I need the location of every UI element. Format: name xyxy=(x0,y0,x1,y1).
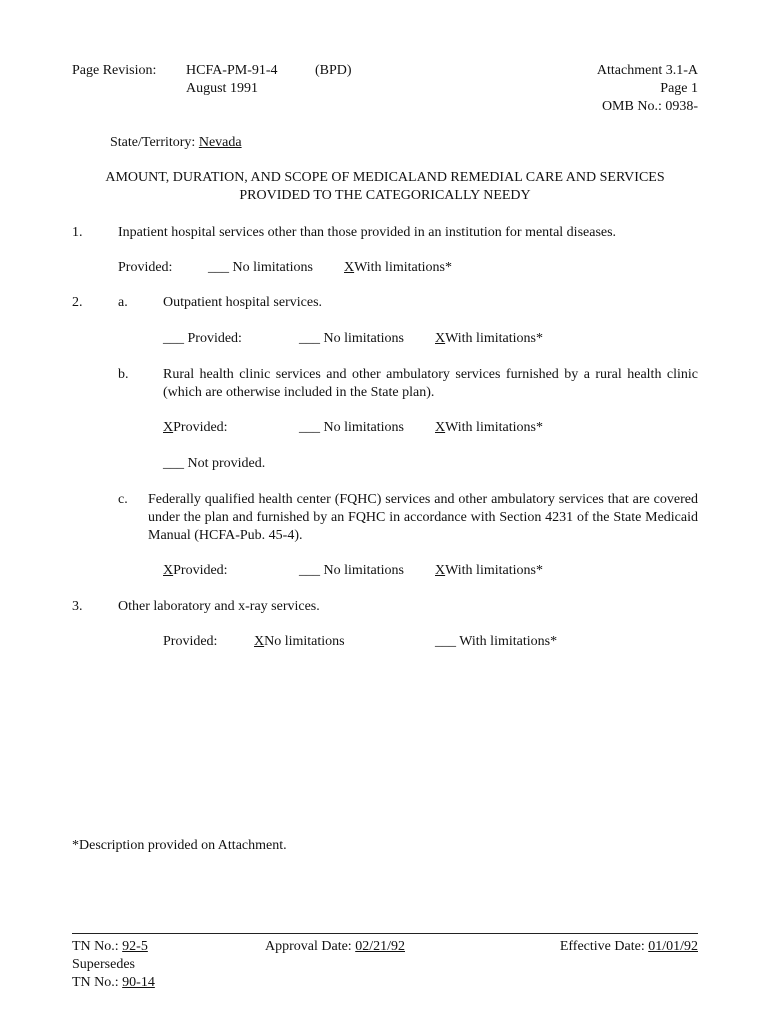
tn-value: 90-14 xyxy=(122,975,155,990)
item-3-number: 3. xyxy=(72,599,83,614)
tn-label: TN No.: xyxy=(72,975,119,990)
item-1-text: Inpatient hospital services other than those provided in an institution for mental diseases. xyxy=(118,225,617,240)
footer-supersedes: Supersedes xyxy=(72,957,135,972)
item-1-provided-label: Provided: xyxy=(118,260,173,275)
option-label: Provided: xyxy=(173,420,228,435)
item-2a-provided xyxy=(163,330,242,348)
effective-label: Effective Date: xyxy=(559,939,645,954)
option-label: Provided: xyxy=(173,563,228,578)
item-2a-no-limitations xyxy=(299,330,404,348)
checkbox-mark: ___ xyxy=(299,563,320,578)
attachment-number: Attachment 3.1-A xyxy=(596,63,698,78)
item-1-no-limitations xyxy=(208,259,313,277)
footer-divider xyxy=(72,933,698,934)
effective-value: 01/01/92 xyxy=(648,939,698,954)
item-2b-no-limitations xyxy=(299,419,404,437)
checkbox-mark: ___ xyxy=(435,634,456,649)
state-line xyxy=(110,134,242,152)
footer-effective-date xyxy=(560,938,698,956)
option-label: No limitations xyxy=(323,420,404,435)
item-2b-text: Rural health clinic services and other ambulatory services furnished by a rural health clinic (which are otherwise included in the State plan). xyxy=(163,367,698,400)
item-2c-text: Federally qualified health center (FQHC) services and other ambulatory services that are covered under the plan and furnished by an FQHC in accordance with Section 4231 of the State Medicaid Manual (HCFA-Pub. 45-4). xyxy=(148,492,698,543)
item-1-number: 1. xyxy=(72,225,83,240)
revision-date: August 1991 xyxy=(186,81,258,96)
document-title-line2: PROVIDED TO THE CATEGORICALLY NEEDY xyxy=(239,188,531,203)
item-1-with-limitations xyxy=(344,259,452,277)
footer-tn xyxy=(72,938,148,956)
option-label: With limitations* xyxy=(445,331,543,346)
item-2b-letter: b. xyxy=(118,367,129,382)
state-value: Nevada xyxy=(198,135,242,150)
option-label: With limitations* xyxy=(445,563,543,578)
item-3-provided-label: Provided: xyxy=(163,634,218,649)
checkbox-mark: ___ xyxy=(299,331,320,346)
approval-label: Approval Date: xyxy=(265,939,352,954)
item-2b-not-provided xyxy=(163,455,265,473)
checkbox-mark: ___ xyxy=(163,331,184,346)
checkbox-mark: X xyxy=(254,634,265,649)
state-label: State/Territory: xyxy=(110,135,196,150)
tn-label: TN No.: xyxy=(72,939,119,954)
item-2c-provided xyxy=(163,562,228,580)
item-2a-text: Outpatient hospital services. xyxy=(163,295,323,310)
checkbox-mark: X xyxy=(435,420,446,435)
option-label: No limitations xyxy=(323,563,404,578)
checkbox-mark: ___ xyxy=(299,420,320,435)
page-number: Page 1 xyxy=(660,81,698,96)
item-2c-no-limitations xyxy=(299,562,404,580)
approval-value: 02/21/92 xyxy=(355,939,405,954)
checkbox-mark: X xyxy=(435,331,446,346)
item-3-text: Other laboratory and x-ray services. xyxy=(118,599,320,614)
revision-label: Page Revision: xyxy=(72,63,157,78)
item-2a-with-limitations xyxy=(435,330,543,348)
document-title-line1: AMOUNT, DURATION, AND SCOPE OF MEDICALAND REMEDIAL CARE AND SERVICES xyxy=(105,170,665,185)
option-label: Not provided. xyxy=(187,456,266,471)
checkbox-mark: X xyxy=(163,563,174,578)
item-2b-with-limitations xyxy=(435,419,543,437)
revision-code: HCFA-PM-91-4 xyxy=(186,63,278,78)
item-2a-letter: a. xyxy=(118,295,128,310)
item-3-no-limitations xyxy=(254,633,345,651)
item-2-number: 2. xyxy=(72,295,83,310)
footnote: *Description provided on Attachment. xyxy=(72,838,287,853)
option-label: No limitations xyxy=(264,634,345,649)
checkbox-mark: X xyxy=(435,563,446,578)
option-label: No limitations xyxy=(232,260,313,275)
item-2b-provided xyxy=(163,419,228,437)
omb-number: OMB No.: 0938- xyxy=(601,99,698,114)
tn-value: 92-5 xyxy=(122,939,148,954)
option-label: No limitations xyxy=(323,331,404,346)
footer-approval-date xyxy=(265,938,405,956)
item-2c-letter: c. xyxy=(118,492,128,507)
option-label: With limitations* xyxy=(354,260,452,275)
footer-tn-superseded xyxy=(72,974,155,992)
checkbox-mark: X xyxy=(344,260,355,275)
option-label: Provided: xyxy=(187,331,242,346)
checkbox-mark: X xyxy=(163,420,174,435)
revision-tag: (BPD) xyxy=(315,63,352,78)
item-2c-with-limitations xyxy=(435,562,543,580)
option-label: With limitations* xyxy=(445,420,543,435)
checkbox-mark: ___ xyxy=(208,260,229,275)
option-label: With limitations* xyxy=(459,634,558,649)
item-3-with-limitations xyxy=(435,633,557,651)
checkbox-mark: ___ xyxy=(163,456,184,471)
